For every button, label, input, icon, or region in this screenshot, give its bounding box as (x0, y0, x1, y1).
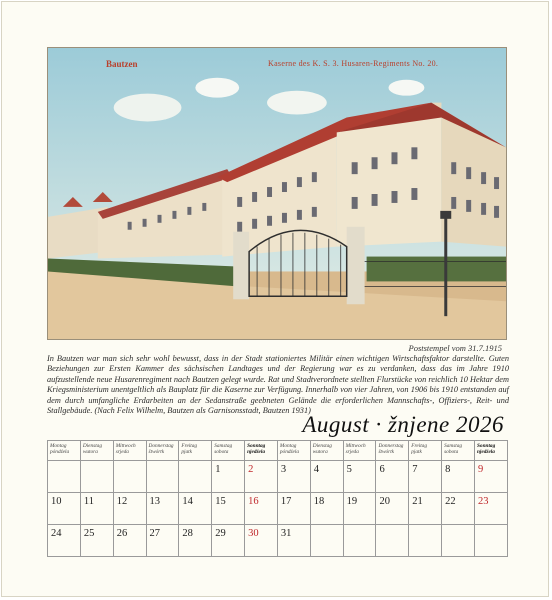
weekday-sorbian: srjeda (115, 449, 129, 456)
day-number: 7 (412, 464, 418, 475)
day-cell (442, 525, 475, 557)
weekday-german: Freitag (181, 443, 198, 449)
day-cell (277, 461, 310, 493)
weekday-sorbian: wutora (312, 449, 328, 456)
day-cell (179, 493, 212, 525)
day-cell (212, 525, 245, 557)
day-cell (310, 525, 343, 557)
day-cell (409, 461, 442, 493)
day-cell (212, 493, 245, 525)
day-number (346, 525, 374, 528)
day-cell (343, 493, 376, 525)
calendar-week-row (48, 461, 508, 493)
weekday-german: Montag (50, 443, 67, 449)
postcard-title-right: Kaserne des K. S. 3. Husaren-Regiments No. 20. (268, 59, 439, 68)
day-cell (179, 525, 212, 557)
day-number (83, 461, 111, 464)
day-number: 14 (182, 496, 193, 507)
weekday-header (113, 441, 146, 461)
day-number: 9 (477, 464, 484, 475)
day-cell (48, 525, 81, 557)
weekday-german: Freitag (411, 443, 427, 449)
day-number: 22 (445, 496, 456, 507)
day-cell (179, 461, 212, 493)
day-number: 16 (248, 496, 259, 507)
day-cell (310, 461, 343, 493)
day-number: 13 (149, 496, 161, 507)
day-cell (146, 525, 179, 557)
day-number (411, 525, 439, 528)
day-number: 25 (83, 528, 95, 539)
day-cell (277, 493, 310, 525)
postmark-note: Poststempel vom 31.7.1915 (408, 343, 502, 353)
weekday-sorbian: njedźela (476, 449, 495, 456)
day-cell (409, 493, 442, 525)
day-cell (245, 493, 278, 525)
day-number: 17 (280, 496, 292, 507)
calendar-grid (47, 440, 508, 557)
day-cell (376, 461, 409, 493)
day-number: 4 (313, 464, 319, 475)
day-cell (80, 525, 113, 557)
postcard-title-left: Bautzen (106, 59, 138, 69)
weekday-sorbian: štwórtk (378, 449, 395, 456)
day-cell (113, 525, 146, 557)
calendar-week-row (48, 525, 508, 557)
day-number (378, 525, 406, 528)
day-cell (146, 461, 179, 493)
weekday-sorbian: póndźela (50, 449, 70, 456)
weekday-german: Dienstag (312, 443, 332, 449)
historical-caption: In Bautzen war man sich sehr wohl bewusst, dass in der Stadt stationiertes Militär einen wichtigen Wirtschaftsfaktor darstellte. Guten Beziehungen zur Ersten Kammer des sächsischen Landtages und der Regierung war es zu verdanken, dass das im Jahre 1910 aufzustellende neue Husarenregiment nach Bautzen gelegt wurde. Rat und Stadtverordnete stellten Flurstücke von reichlich 10 Hektar dem Kriegsministerium unentgeltlich als Bauplatz für die Kaserne zur Verfügung. Innerhalb von vier Jahren, von 1906 bis 1910 entstanden auf dem durch umfangliche Erdarbeiten an der Sedanstraße geebneten Gelände die erforderlichen Mannschafts-, Offiziers-, Reit- und Stallgebäude. (Nach Felix Wilhelm, Bautzen als Garnisonsstadt, Bautzen 1931) (47, 354, 509, 416)
day-number: 12 (116, 496, 128, 507)
day-number: 2 (248, 464, 254, 475)
day-cell (474, 525, 507, 557)
day-cell (409, 525, 442, 557)
weekday-sorbian: pjatk (181, 449, 192, 456)
weekday-sorbian: njedźela (247, 449, 266, 456)
day-cell (113, 493, 146, 525)
weekday-sorbian: štwórtk (148, 449, 165, 456)
calendar-week-row (48, 493, 508, 525)
weekday-header (376, 441, 409, 461)
day-number: 15 (215, 496, 226, 507)
day-cell (376, 525, 409, 557)
day-cell (474, 493, 507, 525)
day-cell (310, 493, 343, 525)
day-cell (245, 525, 278, 557)
day-number: 23 (477, 496, 489, 507)
day-number (50, 461, 78, 464)
weekday-sorbian: pjatk (411, 449, 422, 456)
day-cell (277, 525, 310, 557)
day-number (313, 525, 341, 528)
weekday-german: Mittwoch (345, 443, 366, 449)
day-cell (113, 461, 146, 493)
weekday-header (179, 441, 212, 461)
day-number (149, 461, 177, 464)
day-number: 29 (215, 528, 226, 539)
weekday-sorbian: póndźela (279, 449, 300, 456)
day-cell (80, 493, 113, 525)
day-cell (146, 493, 179, 525)
day-cell (343, 525, 376, 557)
day-cell (48, 461, 81, 493)
day-number: 5 (346, 464, 352, 475)
day-cell (80, 461, 113, 493)
day-number: 8 (445, 464, 451, 475)
weekday-german: Dienstag (82, 443, 102, 449)
month-title: August · žnjene 2026 (302, 412, 504, 437)
weekday-header (80, 441, 113, 461)
weekday-sorbian: srjeda (345, 449, 359, 456)
weekday-sorbian: sobota (444, 449, 459, 456)
day-number: 24 (51, 528, 62, 539)
day-cell (442, 461, 475, 493)
weekday-german: Donnerstag (378, 443, 404, 449)
day-number: 30 (248, 528, 259, 539)
weekday-german: Donnerstag (148, 443, 174, 449)
day-number: 28 (182, 528, 193, 539)
weekday-header (212, 441, 245, 461)
weekday-header (245, 441, 278, 461)
weekday-german: Samstag (444, 443, 463, 449)
day-number (477, 525, 505, 528)
day-number: 11 (83, 496, 94, 507)
day-number: 10 (51, 496, 62, 507)
day-number: 6 (379, 464, 385, 475)
weekday-sorbian: wutora (82, 449, 98, 456)
weekday-header (474, 441, 507, 461)
historic-postcard-photo (47, 47, 507, 340)
day-number (444, 525, 472, 528)
day-number: 1 (215, 464, 221, 475)
day-number: 26 (116, 528, 128, 539)
day-cell (212, 461, 245, 493)
weekday-header (343, 441, 376, 461)
day-number: 18 (313, 496, 325, 507)
weekday-header (277, 441, 310, 461)
weekday-german: Sonntag (247, 443, 266, 449)
weekday-header (310, 441, 343, 461)
day-number: 20 (379, 496, 390, 507)
day-number (181, 461, 209, 464)
day-number: 19 (346, 496, 358, 507)
weekday-german: Sonntag (476, 443, 496, 449)
calendar-page (1, 1, 549, 597)
day-number: 3 (280, 464, 287, 475)
weekday-sorbian: sobota (214, 449, 229, 456)
weekday-header (442, 441, 475, 461)
day-number (116, 461, 144, 464)
day-cell (245, 461, 278, 493)
weekday-header (409, 441, 442, 461)
day-cell (48, 493, 81, 525)
day-cell (376, 493, 409, 525)
day-cell (474, 461, 507, 493)
day-cell (442, 493, 475, 525)
weekday-header (146, 441, 179, 461)
day-number: 31 (280, 528, 292, 539)
weekday-german: Montag (279, 443, 297, 449)
day-number: 21 (412, 496, 423, 507)
day-number: 27 (149, 528, 161, 539)
barracks-illustration (48, 48, 506, 339)
day-cell (343, 461, 376, 493)
weekday-header (48, 441, 81, 461)
weekday-german: Mittwoch (115, 443, 136, 449)
weekday-german: Samstag (214, 443, 233, 449)
